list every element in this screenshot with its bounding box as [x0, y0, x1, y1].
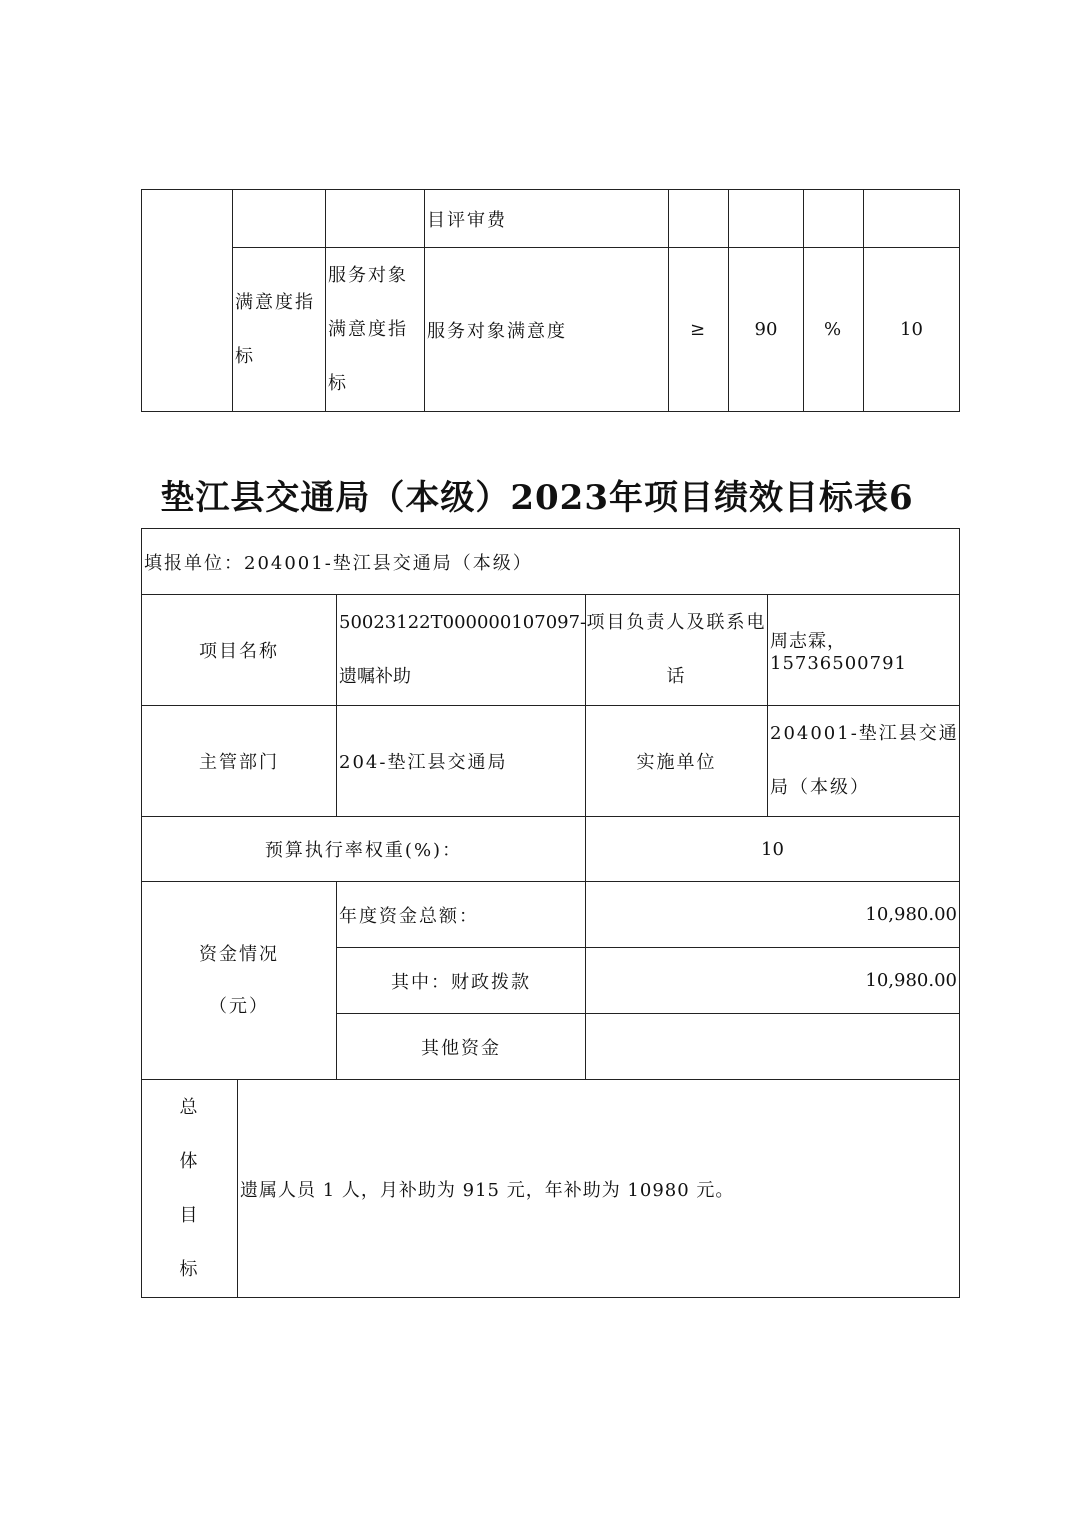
blank-cell — [729, 190, 804, 248]
blank-cell — [142, 190, 233, 412]
blank-cell — [669, 190, 729, 248]
contact-label: 项目负责人及联系电话 — [586, 595, 768, 706]
blank-cell — [864, 190, 960, 248]
impl-label: 实施单位 — [586, 706, 768, 817]
contact-value: 周志霖，15736500791 — [768, 595, 960, 706]
blank-cell — [326, 190, 425, 248]
fiscal-value: 10,980.00 — [586, 948, 960, 1014]
dept-value: 204-垫江县交通局 — [337, 706, 586, 817]
blank-cell — [233, 190, 326, 248]
blank-cell — [804, 190, 864, 248]
weight-cell: 10 — [864, 248, 960, 412]
budget-weight-label: 预算执行率权重(%)： — [142, 817, 586, 882]
goal-label: 总体目标 — [142, 1080, 238, 1298]
annual-value: 10,980.00 — [586, 882, 960, 948]
target-value-cell: 90 — [729, 248, 804, 412]
satisfaction-indicator-cell: 服务对象满意度 — [425, 248, 669, 412]
page-title: 垫江县交通局（本级）2023年项目绩效目标表6 — [160, 478, 914, 518]
fiscal-label: 其中：财政拨款 — [337, 948, 586, 1014]
budget-weight-value: 10 — [586, 817, 960, 882]
funds-label: 资金情况（元） — [142, 882, 337, 1080]
satisfaction-category-cell: 满意度指标 — [233, 248, 326, 412]
other-funds-label: 其他资金 — [337, 1014, 586, 1080]
top-table — [141, 189, 960, 412]
filing-unit: 填报单位：204001-垫江县交通局（本级） — [142, 529, 960, 595]
project-name-label: 项目名称 — [142, 595, 337, 706]
indicator-value-cell: 目评审费 — [425, 190, 669, 248]
goal-value: 遗属人员 1 人，月补助为 915 元，年补助为 10980 元。 — [238, 1080, 960, 1298]
other-funds-value — [586, 1014, 960, 1080]
project-form-table — [141, 528, 960, 1298]
annual-label: 年度资金总额： — [337, 882, 586, 948]
dept-label: 主管部门 — [142, 706, 337, 817]
project-name-value: 50023122T000000107097-遗嘱补助 — [337, 595, 586, 706]
operator-cell: ≥ — [669, 248, 729, 412]
unit-cell: % — [804, 248, 864, 412]
satisfaction-subcategory-cell: 服务对象满意度指标 — [326, 248, 425, 412]
impl-value: 204001-垫江县交通局（本级） — [768, 706, 960, 817]
